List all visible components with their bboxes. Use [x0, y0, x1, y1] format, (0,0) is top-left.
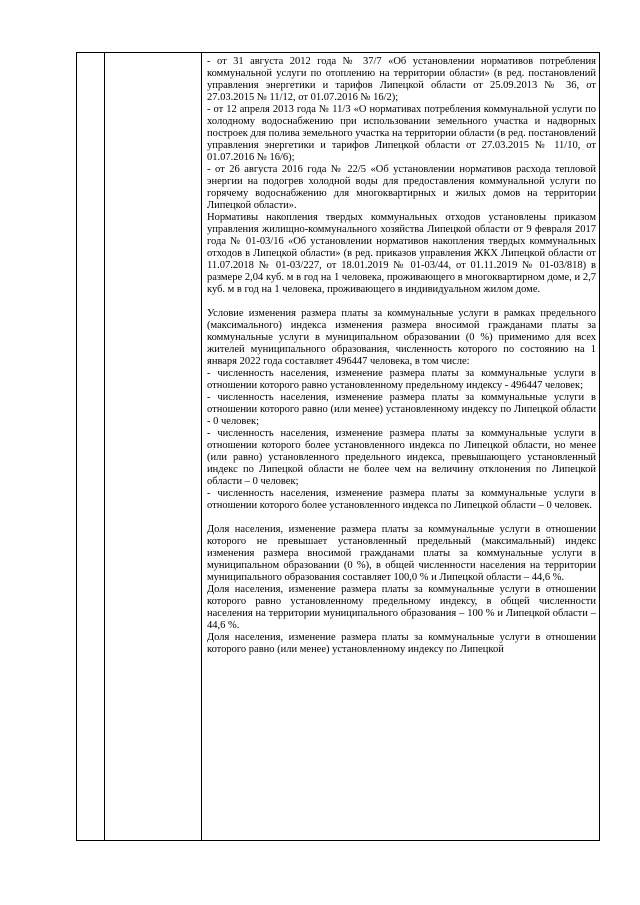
paragraph: - численность населения, изменение размера платы за коммунальные услуги в отношении которого равно (или менее) установленному индексу по Липецкой области - 0 человек;	[207, 392, 596, 427]
table-row	[77, 53, 600, 841]
paragraph: - численность населения, изменение размера платы за коммунальные услуги в отношении которого более установленного индекса по Липецкой области, но менее (или равно) установленного предельного индекса, превышающего установленный индекс по Липецкой области не более чем на величину отклонения по Липецкой области – 0 человек;	[207, 428, 596, 487]
paragraph: Доля населения, изменение размера платы за коммунальные услуги в отношении которого не превышает установленный предельный (максимальный) индекс изменения размера вносимой гражданами платы за коммунальные услуги в муниципальном образовании (0 %), в общей численности населения на территории муниципального образования составляет 100,0 % и Липецкой области – 44,6 %.	[207, 524, 596, 583]
paragraph: Условие изменения размера платы за коммунальные услуги в рамках предельного (максимального) индекса изменения размера вносимой гражданами платы за коммунальные услуги в муниципальном образовании (0 %) применимо для всех жителей муниципального образования, численность которого по состоянию на 1 января 2022 года составляет 496447 человека, в том числе:	[207, 308, 596, 367]
paragraph: - от 26 августа 2016 года № 22/5 «Об установлении нормативов расхода тепловой энергии на подогрев холодной воды для предоставления коммунальной услуги по горячему водоснабжению для многоквартирных и жилых домов на территории Липецкой области».	[207, 164, 596, 211]
paragraph: - численность населения, изменение размера платы за коммунальные услуги в отношении которого равно установленному предельному индексу - 496447 человек;	[207, 368, 596, 391]
paragraph: - от 31 августа 2012 года № 37/7 «Об установлении нормативов потребления коммунальной услуги по отоплению на территории области» (в ред. постановлений управления энергетики и тарифов Липецкой области от 25.09.2013 № 36, от 27.03.2015 № 11/12, от 01.07.2016 № 16/2);	[207, 56, 596, 103]
indicator-cell	[105, 53, 202, 841]
paragraph: - численность населения, изменение размера платы за коммунальные услуги в отношении которого более установленного индекса по Липецкой области – 0 человек.	[207, 488, 596, 511]
paragraph-spacer	[207, 512, 596, 524]
content-cell	[202, 53, 600, 841]
number-cell	[77, 53, 105, 841]
justification-text	[202, 53, 599, 656]
paragraph-spacer	[207, 296, 596, 308]
paragraph: Доля населения, изменение размера платы за коммунальные услуги в отношении которого равно установленному предельному индексу, в общей численности населения на территории муниципального образования – 100 % и Липецкой области – 44,6 %.	[207, 584, 596, 631]
paragraph: - от 12 апреля 2013 года № 11/3 «О нормативах потребления коммунальной услуги по холодному водоснабжению при использовании земельного участка и надворных построек для полива земельного участка на территории области (в ред. постановлений управления энергетики и тарифов Липецкой области от 27.03.2015 № 11/10, от 01.07.2016 № 16/6);	[207, 104, 596, 163]
paragraph: Доля населения, изменение размера платы за коммунальные услуги в отношении которого равно (или менее) установленному индексу по Липецкой	[207, 632, 596, 655]
document-table	[76, 52, 600, 841]
paragraph: Нормативы накопления твердых коммунальных отходов установлены приказом управления жилищно-коммунального хозяйства Липецкой области от 9 февраля 2017 года № 01-03/16 «Об установлении нормативов накопления твердых коммунальных отходов в Липецкой области» (в ред. приказов управления ЖКХ Липецкой области от 11.07.2018 № 01-03/227, от 18.01.2019 № 01-03/44, от 01.11.2019 № 01-03/818) в размере 2,04 куб. м в год на 1 человека, проживающего в многоквартирном доме, и 2,7 куб. м в год на 1 человека, проживающего в индивидуальном жилом доме.	[207, 212, 596, 295]
